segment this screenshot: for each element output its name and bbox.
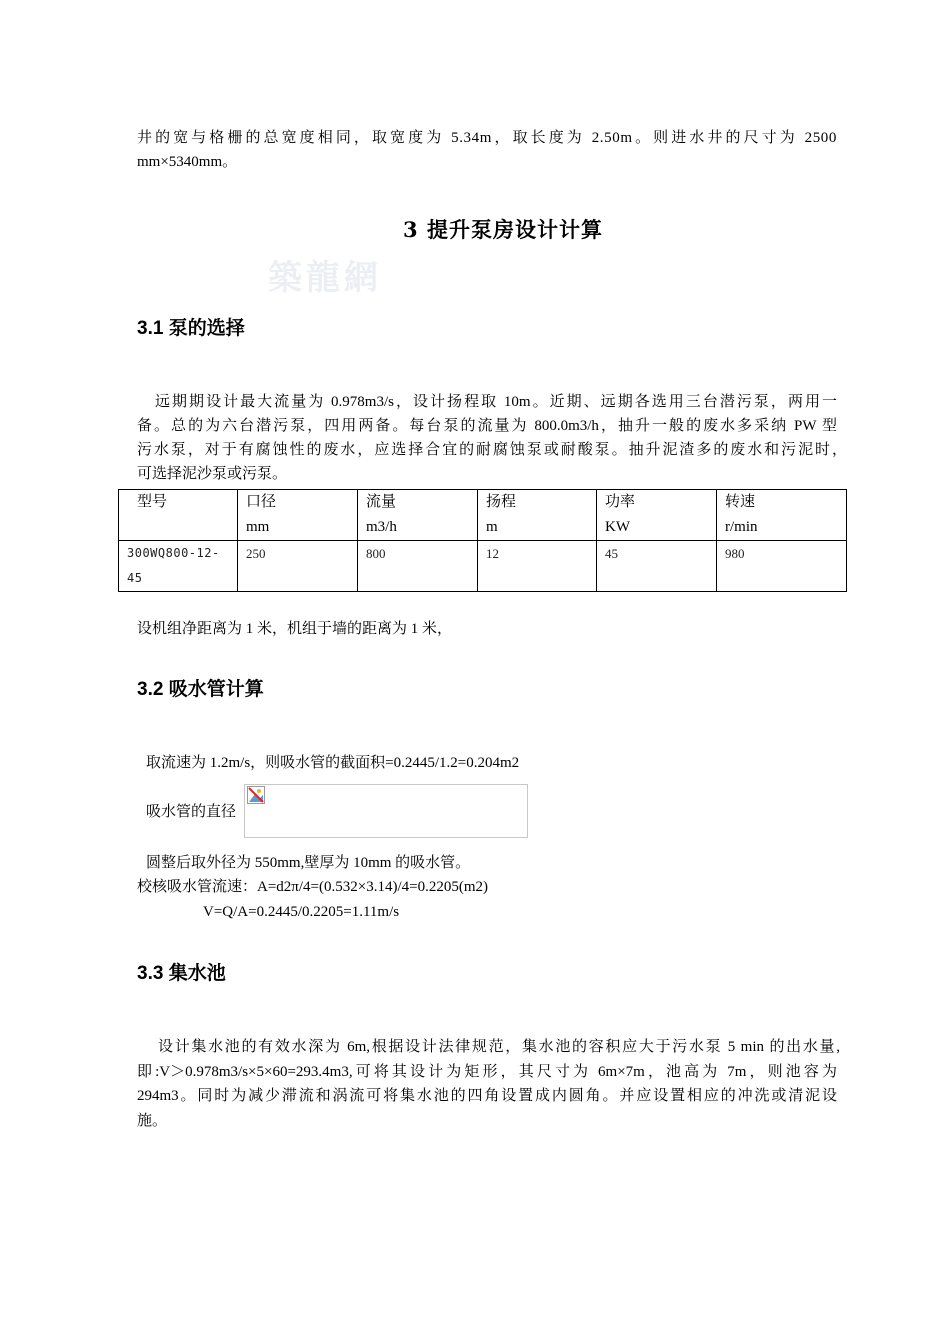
header-diameter-unit: mm	[246, 519, 270, 535]
s31-after-table: 设机组净距离为 1 米，机组于墙的距离为 1 米，	[137, 621, 453, 637]
header-cell-power	[597, 490, 717, 541]
header-power-name: 功率	[605, 494, 636, 510]
model-line-2: 45	[127, 571, 143, 585]
s32-line-4: 校核吸水管流速：A=d2π/4=(0.532×3.14)/4=0.2205(m2)	[137, 879, 488, 895]
table-row	[119, 541, 847, 592]
header-head-name: 扬程	[486, 494, 517, 510]
cell-model	[119, 541, 238, 592]
formula-image-placeholder	[244, 784, 528, 838]
s32-line-1: 取流速为 1.2m/s，则吸水管的截面积=0.2445/1.2=0.204m2	[146, 755, 520, 771]
s32-line-2-label: 吸水管的直径	[146, 804, 237, 820]
intro-line-2: mm×5340mm。	[137, 154, 238, 170]
section-title: 3 提升泵房设计计算	[403, 217, 603, 242]
header-cell-head	[478, 490, 597, 541]
s31-para-line-2: 备。总的为六台潜污泵，四用两备。每台泵的流量为 800.0m3/h，抽升一般的废水多采纳 PW 型	[137, 418, 837, 434]
header-speed-name: 转速	[725, 494, 756, 510]
pump-spec-table	[118, 489, 847, 592]
intro-line-1: 井的宽与格栅的总宽度相同，取宽度为 5.34m，取长度为 2.50m。则进水井的尺寸为 2500	[137, 130, 837, 146]
s31-para-line-4: 可选择泥沙泵或污泵。	[137, 466, 288, 482]
header-cell-diameter	[238, 490, 358, 541]
cell-power: 45	[597, 541, 717, 592]
s33-para-line-4: 施。	[137, 1113, 168, 1129]
model-line-1: 300WQ800-12-	[127, 546, 220, 560]
s33-para-line-1: 设计集水池的有效水深为 6m,根据设计法律规范，集水池的容积应大于污水泵 5 min 的出水量,	[158, 1039, 840, 1055]
header-diameter-name: 口径	[246, 494, 277, 510]
header-cell-flow	[358, 490, 478, 541]
s33-para-line-3: 294m3。同时为减少滞流和涡流可将集水池的四角设置成内圆角。并应设置相应的冲洗或清泥设	[137, 1088, 837, 1104]
table-header-row	[119, 490, 847, 541]
header-flow-name: 流量	[366, 494, 397, 510]
s33-para-line-2: 即:V＞0.978m3/s×5×60=293.4m3,可将其设计为矩形，其尺寸为 6m×7m，池高为 7m，则池容为	[137, 1064, 837, 1080]
watermark-logo: 築龍網	[268, 258, 382, 298]
s32-line-3: 圆整后取外径为 550mm,壁厚为 10mm 的吸水管。	[146, 855, 471, 871]
header-head-unit: m	[486, 519, 498, 535]
header-cell-model	[119, 490, 238, 541]
s32-line-5: V=Q/A=0.2445/0.2205=1.11m/s	[203, 904, 400, 920]
broken-image-icon	[247, 786, 265, 804]
header-model-name: 型号	[137, 494, 168, 510]
header-cell-speed	[717, 490, 847, 541]
s31-para-line-3: 污水泵，对于有腐蚀性的废水，应选择合宜的耐腐蚀泵或耐酸泵。抽升泥渣多的废水和污泥时，	[137, 442, 847, 458]
section-3-1-title: 3.1 泵的选择	[137, 318, 245, 339]
section-3-2-title: 3.2 吸水管计算	[137, 679, 264, 700]
cell-flow: 800	[358, 541, 478, 592]
cell-diameter: 250	[238, 541, 358, 592]
section-3-3-title: 3.3 集水池	[137, 963, 226, 984]
s31-para-line-1: 远期期设计最大流量为 0.978m3/s，设计扬程取 10m。近期、远期各选用三台潜污泵，两用一	[155, 394, 837, 410]
header-power-unit: KW	[605, 519, 630, 535]
header-speed-unit: r/min	[725, 519, 758, 535]
cell-speed: 980	[717, 541, 847, 592]
cell-head: 12	[478, 541, 597, 592]
header-flow-unit: m3/h	[366, 519, 397, 535]
